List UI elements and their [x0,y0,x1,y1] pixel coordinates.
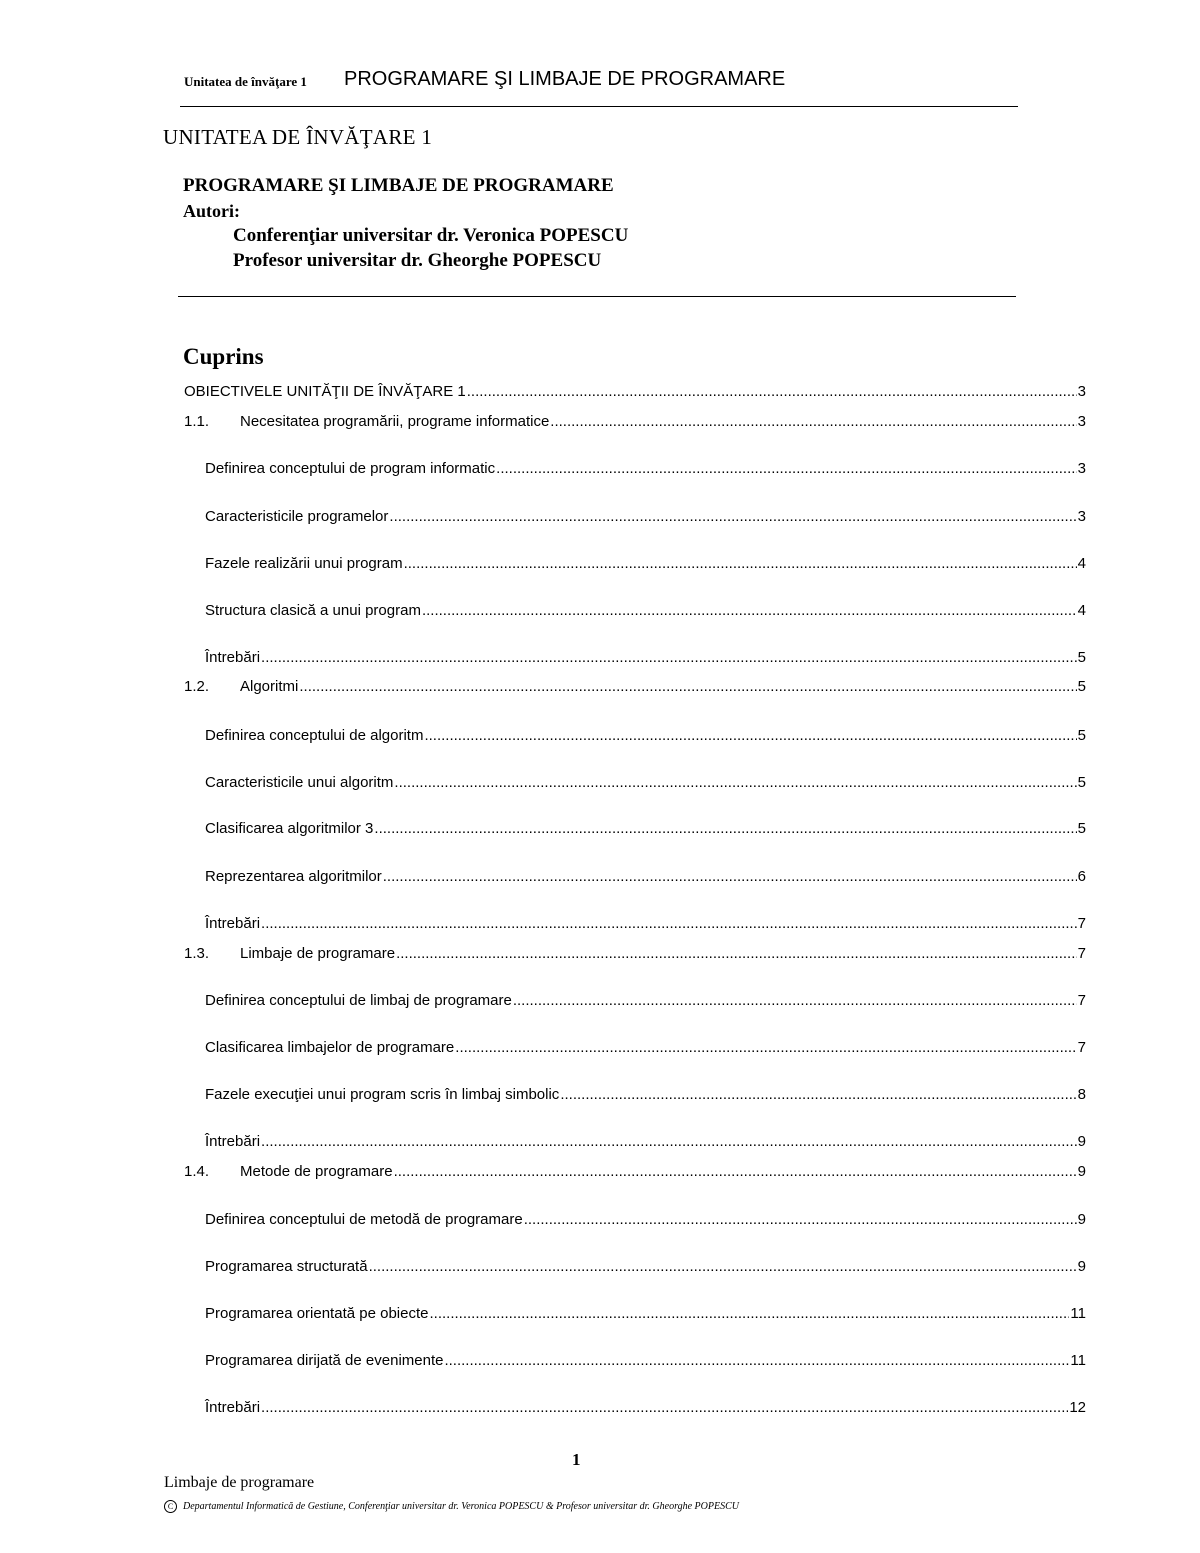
program-title: PROGRAMARE ŞI LIMBAJE DE PROGRAMARE [183,175,614,196]
toc-entry-label: Reprezentarea algoritmilor [205,868,382,885]
toc-dot-leader [429,1305,1069,1323]
toc-entry-label: Programarea dirijată de evenimente [205,1352,444,1369]
author-2: Profesor universitar dr. Gheorghe POPESCU [233,250,602,271]
toc-entry[interactable] [205,1399,1086,1417]
title-block-rule [178,296,1016,297]
toc-entry-label: Definirea conceptului de algoritm [205,727,424,744]
toc-entry-page: 4 [1077,602,1086,619]
toc-dot-leader [261,649,1077,667]
running-header-title: PROGRAMARE ŞI LIMBAJE DE PROGRAMARE [344,68,786,90]
toc-entry-label: OBIECTIVELE UNITĂŢII DE ÎNVĂŢARE 1 [184,383,466,400]
toc-entry-page: 5 [1077,727,1086,744]
toc-entry[interactable] [205,727,1086,745]
toc-dot-leader [404,555,1077,573]
toc-entry-label: Necesitatea programării, programe informatice [240,413,550,430]
toc-entry-label: Limbaje de programare [240,945,396,962]
unit-title: UNITATEA DE ÎNVĂŢARE 1 [163,125,433,149]
toc-entry-page: 8 [1077,1086,1086,1103]
toc-dot-leader [496,460,1077,478]
toc-entry[interactable] [205,992,1086,1010]
toc-entry[interactable] [205,868,1086,886]
toc-entry[interactable] [184,1163,1086,1181]
toc-entry-page: 9 [1077,1258,1086,1275]
toc-entry-page: 7 [1077,945,1086,962]
toc-dot-leader [467,383,1077,401]
toc-entry[interactable] [205,820,1086,838]
authors-label: Autori: [183,201,240,221]
toc-dot-leader [261,1133,1077,1151]
toc-dot-leader [369,1258,1077,1276]
toc-entry-number: 1.2. [184,678,210,695]
toc-dot-leader [261,915,1077,933]
toc-entry-page: 5 [1077,820,1086,837]
toc-entry-label: Clasificarea algoritmilor 3 [205,820,374,837]
author-1: Conferenţiar universitar dr. Veronica POPESCU [233,225,629,246]
toc-entry[interactable] [205,1258,1086,1276]
toc-entry-label: Întrebări [205,915,261,932]
toc-entry-label: Fazele execuţiei unui program scris în limbaj simbolic [205,1086,560,1103]
toc-entry-page: 9 [1077,1211,1086,1228]
toc-entry-label: Caracteristicile unui algoritm [205,774,394,791]
toc-entry-page: 12 [1069,1399,1086,1416]
toc-dot-leader [455,1039,1076,1057]
toc-dot-leader [424,727,1076,745]
toc-entry[interactable] [205,774,1086,792]
toc-entry-page: 3 [1077,383,1086,400]
toc-entry-page: 6 [1077,868,1086,885]
page-number: 1 [572,1450,581,1469]
toc-entry-label: Programarea structurată [205,1258,368,1275]
toc-entry[interactable] [205,1086,1086,1104]
copyright-icon: C [164,1500,177,1513]
toc-entry-number: 1.3. [184,945,210,962]
toc-dot-leader [396,945,1077,963]
toc-dot-leader [394,774,1076,792]
toc-entry-page: 5 [1077,774,1086,791]
toc-entry[interactable] [205,460,1086,478]
toc-entry[interactable] [205,649,1086,667]
toc-dot-leader [560,1086,1076,1104]
toc-entry[interactable] [184,945,1086,963]
toc-entry[interactable] [205,1211,1086,1229]
toc-entry-page: 4 [1077,555,1086,572]
toc-entry-page: 11 [1070,1305,1086,1322]
toc-entry[interactable] [205,1305,1086,1323]
toc-entry[interactable] [184,413,1086,431]
toc-entry[interactable] [184,678,1086,696]
toc-entry-page: 3 [1077,508,1086,525]
toc-entry-number: 1.1. [184,413,210,430]
toc-entry[interactable] [205,1039,1086,1057]
toc-dot-leader [261,1399,1068,1417]
toc-dot-leader [394,1163,1077,1181]
toc-entry[interactable] [205,915,1086,933]
toc-dot-leader [383,868,1077,886]
toc-entry-page: 7 [1077,1039,1086,1056]
running-header-unit: Unitatea de învăţare 1 [184,74,307,89]
toc-entry-page: 3 [1077,460,1086,477]
toc-dot-leader [513,992,1077,1010]
toc-entry-page: 7 [1077,915,1086,932]
toc-entry-label: Definirea conceptului de metodă de programare [205,1211,523,1228]
toc-dot-leader [374,820,1076,838]
toc-entry-label: Definirea conceptului de program informatic [205,460,496,477]
toc-dot-leader [422,602,1077,620]
toc-entry-label: Structura clasică a unui program [205,602,421,619]
toc-entry-label: Algoritmi [240,678,299,695]
toc-entry-label: Programarea orientată pe obiecte [205,1305,429,1322]
toc-dot-leader [550,413,1076,431]
toc-entry-label: Definirea conceptului de limbaj de programare [205,992,512,1009]
toc-entry[interactable] [205,1133,1086,1151]
toc-dot-leader [389,508,1076,526]
toc-heading: Cuprins [183,344,264,369]
toc-entry-label: Clasificarea limbajelor de programare [205,1039,455,1056]
toc-dot-leader [299,678,1076,696]
toc-entry-label: Întrebări [205,649,261,666]
footer-copyright [164,1500,739,1513]
toc-entry-page: 9 [1077,1133,1086,1150]
header-rule [180,106,1018,107]
footer-book-title: Limbaje de programare [164,1474,315,1491]
toc-entry-page: 3 [1077,413,1086,430]
toc-entry[interactable] [205,508,1086,526]
toc-entry-label: Caracteristicile programelor [205,508,389,525]
toc-entry[interactable] [205,602,1086,620]
toc-entry-number: 1.4. [184,1163,210,1180]
toc-entry-page: 11 [1070,1352,1086,1369]
toc-dot-leader [444,1352,1069,1370]
toc-entry-label: Întrebări [205,1133,261,1150]
toc-entry-label: Metode de programare [240,1163,393,1180]
toc-entry[interactable] [205,1352,1086,1370]
toc-entry-page: 5 [1077,678,1086,695]
toc-entry-label: Fazele realizării unui program [205,555,403,572]
toc-entry-page: 5 [1077,649,1086,666]
copyright-text: Departamentul Informatică de Gestiune, Conferenţiar universitar dr. Veronica POPESCU & Profesor universitar dr. Gheorghe POPESCU [183,1501,739,1512]
toc-entry-label: Întrebări [205,1399,261,1416]
toc-entry-page: 9 [1077,1163,1086,1180]
toc-entry[interactable] [184,383,1086,401]
toc-entry-page: 7 [1077,992,1086,1009]
toc-dot-leader [524,1211,1077,1229]
toc-entry[interactable] [205,555,1086,573]
